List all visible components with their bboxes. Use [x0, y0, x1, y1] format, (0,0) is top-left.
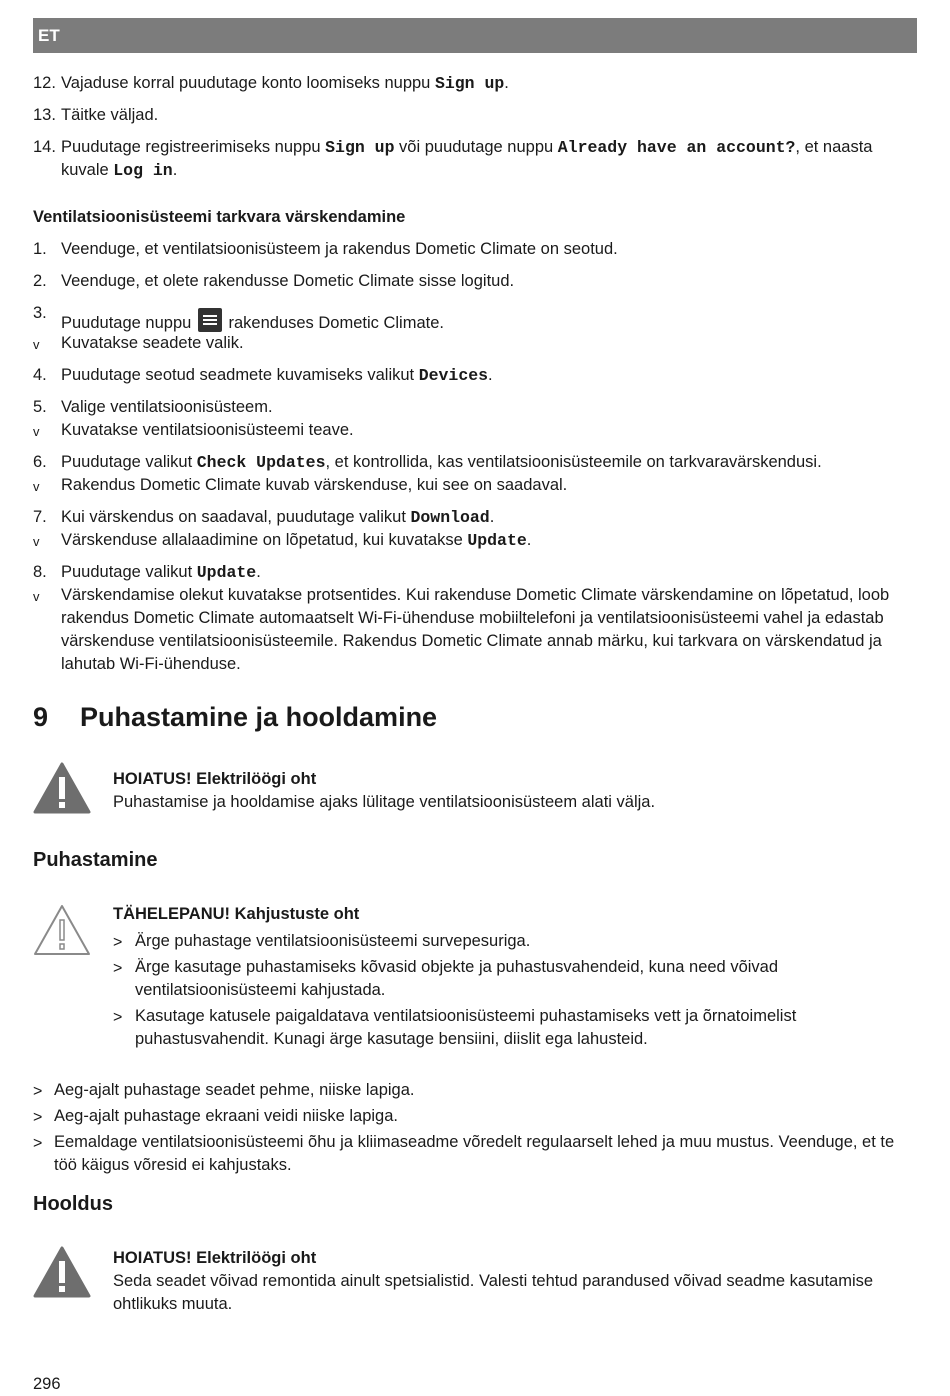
- code-sign-up: Sign up: [434, 74, 505, 93]
- step-text: Veenduge, et ventilatsioonisüsteem ja rakendus Dometic Climate on seotud.: [61, 240, 618, 258]
- result-marker: v: [33, 534, 40, 549]
- step-text-part: .: [526, 531, 532, 549]
- subsection-heading-maintenance: Hooldus: [33, 1193, 113, 1215]
- language-code: ET: [38, 26, 60, 45]
- step-result: Rakendus Dometic Climate kuvab värskenduse, kui see on saadaval.: [61, 476, 568, 494]
- notice-item: Ärge kasutage puhastamiseks kõvasid objekte ja puhastusvahendeid, kuna need võivad ventilatsioonisüsteemi kahjustada.: [135, 958, 779, 999]
- step-text: [61, 72, 916, 95]
- code-sign-up: Sign up: [325, 138, 395, 157]
- bullet-marker: >: [33, 1083, 43, 1100]
- menu-icon: [198, 308, 222, 332]
- code-devices: Devices: [418, 366, 489, 385]
- bullet-marker: >: [33, 1135, 43, 1152]
- step-number: 13.: [33, 106, 56, 124]
- chapter-heading: [33, 699, 437, 735]
- notice-item: Ärge puhastage ventilatsioonisüsteemi survepesuriga.: [135, 932, 531, 950]
- chapter-number: 9: [33, 702, 49, 732]
- warning-title: HOIATUS! Elektrilöögi oht: [113, 770, 317, 788]
- step-text-part: Puudutage nuppu: [61, 314, 196, 332]
- warning-text: Puhastamise ja hooldamise ajaks lülitage ventilatsioonisüsteem alati välja.: [113, 793, 656, 811]
- result-marker: v: [33, 424, 40, 439]
- step-text-part: Puudutage seotud seadmete kuvamiseks valikut: [61, 366, 419, 384]
- step-number: 8.: [33, 563, 47, 581]
- step-text: [61, 136, 916, 182]
- notice-title: TÄHELEPANU! Kahjustuste oht: [113, 905, 360, 923]
- code-download: Download: [410, 508, 490, 527]
- step-number: 5.: [33, 398, 47, 416]
- step-text: [61, 308, 916, 335]
- step-text-part: Puudutage registreerimiseks nuppu: [61, 138, 326, 156]
- result-marker: v: [33, 589, 40, 604]
- step-text-part: .: [172, 161, 178, 179]
- warning-title: HOIATUS! Elektrilöögi oht: [113, 1249, 317, 1267]
- bullet-marker: >: [113, 960, 123, 977]
- code-update: Update: [196, 563, 257, 582]
- step-text-part: .: [504, 74, 509, 92]
- cleaning-item: Aeg-ajalt puhastage ekraani veidi niiske lapiga.: [54, 1107, 398, 1125]
- notice-triangle-icon: [33, 904, 91, 956]
- step-text-part: Puudutage valikut: [61, 453, 197, 471]
- step-text-part: .: [489, 508, 495, 526]
- warning-triangle-icon: [33, 1246, 91, 1298]
- result-marker: v: [33, 479, 40, 494]
- result-marker: v: [33, 337, 40, 352]
- step-text: [61, 506, 916, 529]
- chapter-title: Puhastamine ja hooldamine: [80, 702, 438, 732]
- step-number: 6.: [33, 453, 47, 471]
- step-text: [61, 451, 916, 474]
- step-text-part: rakenduses Dometic Climate.: [223, 314, 444, 332]
- bullet-marker: >: [33, 1109, 43, 1126]
- step-result: Värskendamise olekut kuvatakse protsentides. Kui rakenduse Dometic Climate värskendamine on lõpetatud, loob rakendus Dometic Climate automaatselt Wi-Fi-ühenduse mobiiltelefoni ja ventilatsioonisüsteemi vahel ja edastab värskenduse ventilatsioonisüsteemile. Rakendus Dometic Climate annab märku, kui tarkvara on värskendatud ja lahutab Wi-Fi-ühenduse.: [61, 586, 890, 673]
- step-text-part: Värskenduse allalaadimine on lõpetatud, kui kuvatakse: [61, 531, 468, 549]
- bullet-marker: >: [113, 934, 123, 951]
- step-text: Valige ventilatsioonisüsteem.: [61, 398, 273, 416]
- step-number: 2.: [33, 272, 47, 290]
- page-number: 296: [33, 1375, 61, 1393]
- code-log-in: Log in: [113, 161, 173, 180]
- cleaning-item: Aeg-ajalt puhastage seadet pehme, niiske lapiga.: [54, 1081, 415, 1099]
- cleaning-item: Eemaldage ventilatsioonisüsteemi õhu ja kliimaseadme võredelt regulaarselt lehed ja muu mustus. Veenduge, et te töö käigus võresid ei kahjustaks.: [54, 1133, 895, 1174]
- step-number: 14.: [33, 138, 56, 156]
- bullet-marker: >: [113, 1009, 123, 1026]
- step-number: 1.: [33, 240, 47, 258]
- step-number: 4.: [33, 366, 47, 384]
- step-text-part: Vajaduse korral puudutage konto loomiseks nuppu: [61, 74, 435, 92]
- step-text-part: .: [256, 563, 261, 581]
- notice-item: Kasutage katusele paigaldatava ventilatsioonisüsteemi puhastamiseks vett ja õrnatoimelist puhastusvahendit. Kunagi ärge kasutage bensiini, diislit ega lahusteid.: [135, 1007, 797, 1048]
- step-result: Kuvatakse ventilatsioonisüsteemi teave.: [61, 421, 354, 439]
- step-number: 7.: [33, 508, 47, 526]
- code-update: Update: [467, 531, 527, 550]
- language-header-bar: [33, 18, 917, 53]
- step-number: 12.: [33, 74, 56, 92]
- step-text: Veenduge, et olete rakendusse Dometic Climate sisse logitud.: [61, 272, 515, 290]
- step-result: [61, 529, 916, 552]
- step-text-part: , et kontrollida, kas ventilatsioonisüsteemile on tarkvaravärskendusi.: [325, 453, 822, 471]
- warning-text: Seda seadet võivad remontida ainult spetsialistid. Valesti tehtud parandused võivad seadme kasutamise ohtlikuks muuta.: [113, 1272, 874, 1313]
- step-text: [61, 364, 916, 387]
- step-text-part: , et naasta kuvale: [61, 138, 873, 179]
- warning-triangle-icon: [33, 762, 91, 814]
- step-text-part: või puudutage nuppu: [394, 138, 558, 156]
- code-already-have-account: Already have an account?: [557, 138, 796, 157]
- step-result: Kuvatakse seadete valik.: [61, 334, 244, 352]
- step-text-part: Kui värskendus on saadaval, puudutage valikut: [61, 508, 411, 526]
- subsection-heading-cleaning: Puhastamine: [33, 849, 158, 871]
- code-check-updates: Check Updates: [196, 453, 326, 472]
- section-heading: Ventilatsioonisüsteemi tarkvara värskendamine: [33, 208, 406, 226]
- step-text-part: Puudutage valikut: [61, 563, 197, 581]
- step-text-part: .: [488, 366, 493, 384]
- step-number: 3.: [33, 304, 47, 322]
- step-text: [61, 561, 916, 584]
- step-text: Täitke väljad.: [61, 106, 159, 124]
